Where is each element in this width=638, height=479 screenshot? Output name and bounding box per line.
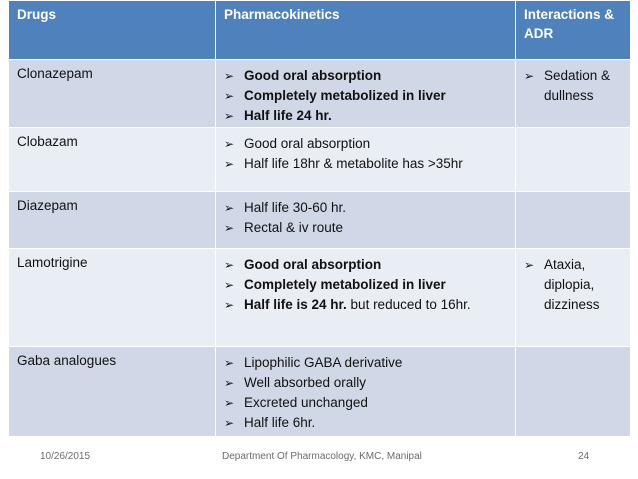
header-drugs: Drugs: [9, 1, 216, 60]
arrow-bullet-icon: ➢: [524, 258, 535, 272]
adr-text: Sedation & dullness: [544, 68, 611, 103]
arrow-bullet-icon: ➢: [224, 69, 235, 83]
list-item: [224, 134, 509, 154]
arrow-bullet-icon: ➢: [224, 376, 235, 390]
drug-name-cell: Lamotrigine: [9, 249, 216, 347]
bold-text: Good oral absorption: [244, 257, 382, 272]
list-item: [224, 393, 509, 413]
table-row: [9, 192, 631, 249]
pharmacokinetics-cell: [216, 128, 516, 192]
list-item: [224, 255, 509, 275]
interactions-adr-cell: [516, 249, 631, 347]
arrow-bullet-icon: ➢: [224, 89, 235, 103]
list-item: [224, 218, 509, 238]
plain-text: Half life 6hr.: [244, 415, 316, 430]
arrow-bullet-icon: ➢: [224, 396, 235, 410]
pharmacokinetics-list: [224, 198, 509, 238]
adr-list: [524, 66, 624, 106]
footer-date: 10/26/2015: [40, 451, 91, 462]
table-row: [9, 347, 631, 437]
pharmacokinetics-list: [224, 66, 509, 126]
plain-text: Excreted unchanged: [244, 395, 368, 410]
list-item: [224, 275, 509, 295]
table-header-row: [9, 1, 631, 60]
drug-table: [8, 0, 631, 437]
adr-list: [524, 255, 624, 315]
drug-name-cell: Clobazam: [9, 128, 216, 192]
arrow-bullet-icon: ➢: [224, 221, 235, 235]
plain-text: Half life 18hr & metabolite has >35hr: [244, 156, 463, 171]
pharmacokinetics-list: [224, 134, 509, 174]
list-item: [224, 106, 509, 126]
interactions-adr-cell: [516, 347, 631, 437]
bold-text: Half life 24 hr.: [244, 108, 332, 123]
plain-text: Half life 30-60 hr.: [244, 200, 347, 215]
arrow-bullet-icon: ➢: [224, 416, 235, 430]
list-item: [224, 198, 509, 218]
arrow-bullet-icon: ➢: [224, 278, 235, 292]
list-item: [224, 66, 509, 86]
footer-department: Department Of Pharmacology, KMC, Manipal: [222, 451, 422, 462]
list-item: [224, 154, 509, 174]
plain-text: Good oral absorption: [244, 136, 371, 151]
list-item: [224, 353, 509, 373]
plain-text: Lipophilic GABA derivative: [244, 355, 403, 370]
pharmacokinetics-cell: [216, 60, 516, 128]
list-item: [224, 413, 509, 433]
list-item: [224, 86, 509, 106]
pharmacokinetics-cell: [216, 192, 516, 249]
drug-name-cell: Gaba analogues: [9, 347, 216, 437]
table-row: [9, 249, 631, 347]
arrow-bullet-icon: ➢: [224, 109, 235, 123]
arrow-bullet-icon: ➢: [224, 137, 235, 151]
arrow-bullet-icon: ➢: [224, 201, 235, 215]
pharmacokinetics-list: [224, 353, 509, 433]
list-item: [224, 295, 509, 315]
list-item: [524, 255, 624, 315]
interactions-adr-cell: [516, 128, 631, 192]
interactions-adr-cell: [516, 192, 631, 249]
header-pharmacokinetics: Pharmacokinetics: [216, 1, 516, 60]
pharmacokinetics-list: [224, 255, 509, 315]
adr-text: Ataxia, diplopia, dizziness: [544, 257, 600, 312]
plain-text: but reduced to 16hr.: [346, 297, 471, 312]
arrow-bullet-icon: ➢: [224, 356, 235, 370]
drug-name-cell: Clonazepam: [9, 60, 216, 128]
pharmacokinetics-cell: [216, 249, 516, 347]
header-interactions-adr: Interactions & ADR: [516, 1, 631, 60]
pharmacokinetics-cell: [216, 347, 516, 437]
list-item: [524, 66, 624, 106]
drug-name-cell: Diazepam: [9, 192, 216, 249]
table-row: [9, 60, 631, 128]
arrow-bullet-icon: ➢: [224, 298, 235, 312]
footer-page-number: 24: [578, 451, 590, 462]
arrow-bullet-icon: ➢: [224, 258, 235, 272]
arrow-bullet-icon: ➢: [524, 69, 535, 83]
bold-text: Good oral absorption: [244, 68, 382, 83]
list-item: [224, 373, 509, 393]
table-row: [9, 128, 631, 192]
bold-text: Completely metabolized in liver: [244, 277, 446, 292]
plain-text: Rectal & iv route: [244, 220, 344, 235]
bold-text: Half life is 24 hr.: [244, 297, 347, 312]
bold-text: Completely metabolized in liver: [244, 88, 446, 103]
plain-text: Well absorbed orally: [244, 375, 367, 390]
interactions-adr-cell: [516, 60, 631, 128]
arrow-bullet-icon: ➢: [224, 157, 235, 171]
